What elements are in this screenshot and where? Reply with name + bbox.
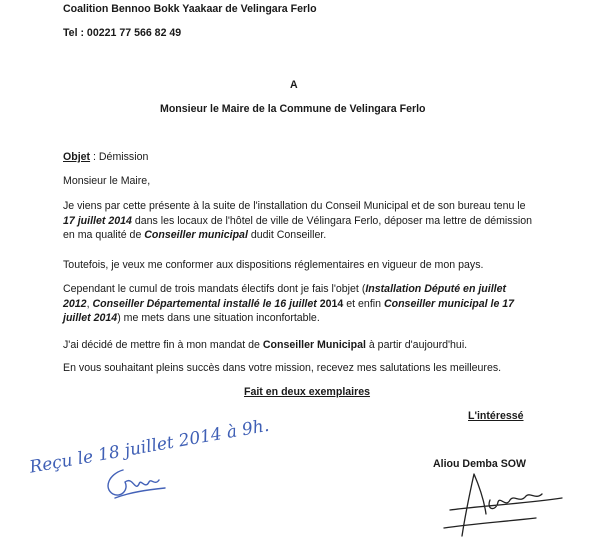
subject-text: : Démission xyxy=(90,151,149,163)
signatory-name: Aliou Demba SOW xyxy=(433,458,526,470)
handwritten-initials-signature xyxy=(95,462,175,504)
salutation: Monsieur le Maire, xyxy=(63,175,151,187)
handwritten-receipt-note: Reçu le 18 juillet 2014 à 9h. xyxy=(28,415,271,478)
paragraph-5: En vous souhaitant pleins succès dans votre mission, recevez mes salutations les meilleures. xyxy=(63,362,502,374)
signatory-signature xyxy=(440,470,570,542)
sender-org: Coalition Bennoo Bokk Yaakaar de Velingara Ferlo xyxy=(63,3,317,15)
signatory-label: L'intéressé xyxy=(468,410,524,422)
recipient-name: Monsieur le Maire de la Commune de Velingara Ferlo xyxy=(160,103,426,115)
paragraph-2: Toutefois, je veux me conformer aux dispositions réglementaires en vigueur de mon pays. xyxy=(63,259,484,271)
sender-phone: Tel : 00221 77 566 82 49 xyxy=(63,27,182,39)
recipient-prefix: A xyxy=(290,79,298,91)
subject-label: Objet xyxy=(63,151,91,163)
copies-note: Fait en deux exemplaires xyxy=(244,386,371,398)
paragraph-4: J'ai décidé de mettre fin à mon mandat de Conseiller Municipal à partir d'aujourd'hui. xyxy=(63,339,468,351)
subject-line xyxy=(63,151,148,163)
paragraph-3: Cependant le cumul de trois mandats électifs dont je fais l'objet (Installation Député en juillet 2012, Conseiller Départemental installé le 16 juillet 2014 et enfin Conseiller municipal le 17 juillet 2014) me mets dans une situation inconfortable. xyxy=(63,283,515,325)
paragraph-1: Je viens par cette présente à la suite de l'installation du Conseil Municipal et de son bureau tenu le 17 juillet 2014 dans les locaux de l'hôtel de ville de Vélingara Ferlo, déposer ma lettre de démission en ma qualité de Conseiller municipal dudit Conseiller. xyxy=(63,200,533,242)
